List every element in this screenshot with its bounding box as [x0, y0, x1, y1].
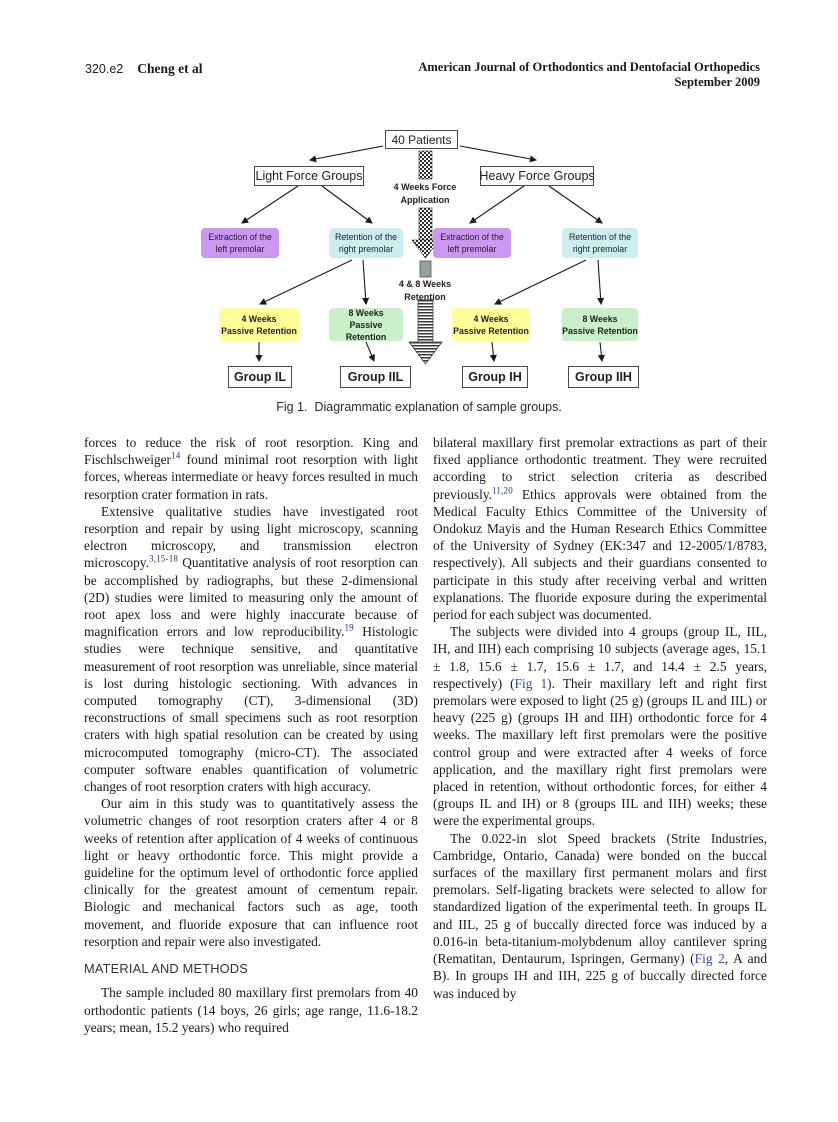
left-column: [84, 434, 418, 1074]
issue-date: September 2009: [674, 75, 760, 89]
node-8-weeks-passive-retention-light: 8 Weeks Passive Retention: [329, 308, 403, 341]
caption-label: Fig 1.: [276, 400, 308, 414]
citation-ref[interactable]: 14: [171, 450, 181, 461]
paragraph: The sample included 80 maxillary first premolars from 40 orthodontic patients (14 boys, 26 girls; age range, 11.6-18.2 years; mean, 15.2 years) who required: [84, 985, 418, 1035]
node-retention-right-premolar-heavy: Retention of the right premolar: [562, 228, 638, 258]
page-number: 320.e2: [85, 62, 124, 76]
paragraph: Our aim in this study was to quantitatively assess the volumetric changes of root resorption craters after 4 or 8 weeks of retention after application of 4 weeks of continuous light or heavy orthodontic force. This might provide a guideline for the optimum level of orthodontic force applied clinically for the greatest amount of cementum repair. Biologic and mechanical factors such as age, tooth movement, and fluoride exposure that can influence root resorption and repair were also investigated.: [84, 796, 418, 949]
section-heading: MATERIAL AND METHODS: [84, 961, 248, 977]
node-group-iil: Group IIL: [340, 366, 411, 388]
figure-1-caption: [0, 400, 838, 414]
retention-arrow-icon: [409, 300, 442, 364]
node-light-force-groups: Light Force Groups: [254, 166, 364, 186]
node-4-weeks-passive-retention-heavy: 4 Weeks Passive Retention: [452, 308, 530, 341]
gray-bar-icon: [420, 261, 431, 277]
figure-link[interactable]: Fig 2: [694, 951, 725, 967]
citation-ref[interactable]: 11,20: [492, 485, 513, 496]
journal-title: American Journal of Orthodontics and Dentofacial Orthopedics: [418, 60, 760, 74]
node-40-patients: 40 Patients: [385, 130, 458, 149]
node-4-weeks-passive-retention-light: 4 Weeks Passive Retention: [219, 308, 299, 341]
paragraph: The subjects were divided into 4 groups (group IL, IIL, IH, and IIH) each comprising 10 subjects (average ages, 15.1 ± 1.8, 15.6 ± 1.7, 15.6 ± 1.7, and 14.4 ± 2.5 years, respectively) (Fig 1). Their maxillary left and right first premolars were exposed to light (25 g) (groups IL and IIL) or heavy (225 g) (groups IH and IIH) orthodontic force for 4 weeks. The maxillary left first premolars were the positive control group and were extracted after 4 weeks of force application, and the maxillary right first premolars were placed in retention, without orthodontic forces, for either 4 (groups IL and IH) or 8 (groups IIL and IIH) weeks; these were the experimental groups.: [433, 624, 767, 829]
label-4-weeks-force-application: 4 Weeks Force Application: [393, 182, 457, 205]
node-8-weeks-passive-retention-heavy: 8 Weeks Passive Retention: [562, 308, 638, 341]
node-group-iih: Group IIH: [568, 366, 639, 388]
node-extraction-left-premolar-heavy: Extraction of the left premolar: [433, 228, 511, 258]
caption-text: Diagrammatic explanation of sample groups.: [314, 400, 562, 414]
node-retention-right-premolar-light: Retention of the right premolar: [329, 228, 403, 258]
running-authors: Cheng et al: [137, 61, 203, 76]
node-group-il: Group IL: [228, 366, 292, 388]
paragraph: Extensive qualitative studies have investigated root resorption and repair by using light microscopy, scanning electron microscopy, and transmission electron microscopy.$^{3,15-18}$ Quantitative analysis of root resorption can be accomplished by radiographs, but these 2-dimensional (2D) studies were limited to measuring only the amount of root apex loss and were highly inaccurate because of magnification errors and low reproducibility.$^{19}$ Histologic studies were technique sensitive, and quantitative measurement of root resorption was unreliable, since material is lost during histologic sectioning. With advances in computed tomography (CT), 3-dimensional (3D) reconstructions of small specimens such as root resorption craters with high spatial resolution can be created by using microcomputed tomography (micro-CT). The associated computer software enables quantification of volumetric changes of root resorption craters with high accuracy.: [84, 503, 418, 795]
diagram-arrows: [0, 0, 838, 430]
paragraph: forces to reduce the risk of root resorption. King and Fischlschweiger$^{14}$ found minimal root resorption with light forces, whereas intermediate or heavy forces resulted in much resorption crater formation in rats.: [84, 435, 418, 502]
figure-1-diagram: [0, 0, 838, 430]
paragraph: The 0.022-in slot Speed brackets (Strite Industries, Cambridge, Ontario, Canada) were bonded on the buccal surfaces of the maxillary first permanent molars and first premolars. Self-ligating brackets were selected to allow for standardized ligation of the experimental teeth. In groups IL and IIL, 25 g of buccally directed force was induced by a 0.016-in beta-titanium-molybdenum alloy cantilever spring (Rematitan, Dentaurum, Ispringen, Germany) (Fig 2, A and B). In groups IH and IIH, 225 g of buccally directed force was induced by: [433, 830, 767, 1001]
citation-ref[interactable]: 19: [344, 622, 354, 633]
label-4-8-weeks-retention: 4 & 8 Weeks Retention: [398, 279, 452, 302]
paragraph: bilateral maxillary first premolar extractions as part of their fixed appliance orthodontic treatment. They were recruited according to strict selection criteria as described previously.$^{11,20}$ Ethics approvals were obtained from the Medical Faculty Ethics Committee of the University of Ondokuz Mayis and the Human Research Ethics Committee of the University of Sydney (EK:347 and 12-2005/1/8783, respectively). All subjects and their guardians consented to participate in this study after receiving verbal and written explanations. The fluoride exposure during the experimental period for each subject was documented.: [433, 435, 767, 623]
node-group-ih: Group IH: [462, 366, 528, 388]
node-heavy-force-groups: Heavy Force Groups: [480, 166, 594, 186]
right-column: [433, 434, 767, 1074]
figure-link[interactable]: Fig 1: [514, 675, 548, 691]
citation-ref[interactable]: 3,15-18: [148, 553, 179, 564]
node-extraction-left-premolar-light: Extraction of the left premolar: [201, 228, 279, 258]
